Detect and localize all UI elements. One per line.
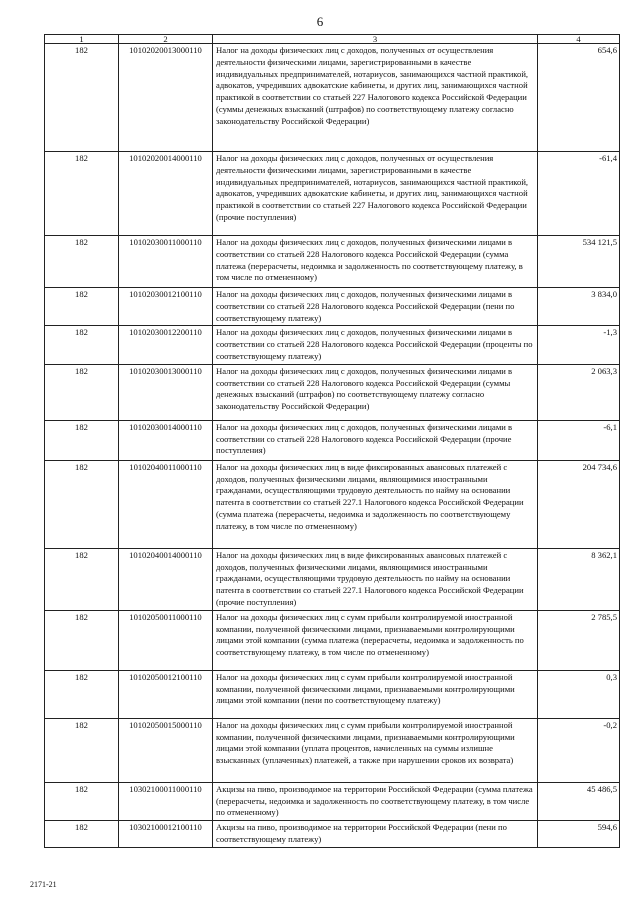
amount-cell: 2 785,5	[538, 610, 620, 670]
revenue-name-cell: Налог на доходы физических лиц с доходов, полученных физическими лицами в соответствии со статьей 228 Налогового кодекса Российской Федерации (проценты по соответствующему платежу)	[213, 326, 538, 364]
admin-code-cell: 182	[45, 364, 119, 420]
budget-code-cell: 10102020014000110	[119, 152, 213, 236]
amount-cell: -6,1	[538, 420, 620, 460]
admin-code-cell: 182	[45, 548, 119, 610]
revenue-name-cell: Налог на доходы физических лиц в виде фиксированных авансовых платежей с доходов, полученных физическими лицами, являющимися иностранными гражданами, осуществляющими трудовую деятельность по найму на основании патента в соответствии со статьей 227.1 Налогового кодекса Российской Федерации (прочие поступления)	[213, 548, 538, 610]
table-row	[45, 152, 620, 236]
amount-cell: 2 063,3	[538, 364, 620, 420]
budget-code-cell: 10102030012200110	[119, 326, 213, 364]
revenue-name-cell: Налог на доходы физических лиц с доходов, полученных физическими лицами в соответствии со статьей 228 Налогового кодекса Российской Федерации (пени по соответствующему платежу)	[213, 288, 538, 326]
admin-code-cell: 182	[45, 326, 119, 364]
table-row	[45, 610, 620, 670]
admin-code-cell: 182	[45, 460, 119, 548]
table-row	[45, 821, 620, 848]
admin-code-cell: 182	[45, 782, 119, 820]
budget-code-cell: 10302100012100110	[119, 821, 213, 848]
admin-code-cell: 182	[45, 821, 119, 848]
budget-code-cell: 10302100011000110	[119, 782, 213, 820]
admin-code-cell: 182	[45, 152, 119, 236]
column-header: 1	[45, 35, 119, 44]
budget-code-cell: 10102030012100110	[119, 288, 213, 326]
revenue-name-cell: Налог на доходы физических лиц с сумм прибыли контролируемой иностранной компании, полученной физическими лицами, признаваемыми контролирующими лицами этой компании (уплата процентов, начисленных на суммы излишне взысканных (уплаченных) платежей, а также при нарушении сроков их возврата)	[213, 718, 538, 782]
revenue-name-cell: Налог на доходы физических лиц с доходов, полученных физическими лицами в соответствии со статьей 228 Налогового кодекса Российской Федерации (прочие поступления)	[213, 420, 538, 460]
amount-cell: 0,3	[538, 670, 620, 718]
revenue-name-cell: Налог на доходы физических лиц в виде фиксированных авансовых платежей с доходов, полученных физическими лицами, являющимися иностранными гражданами, осуществляющими трудовую деятельность по найму на основании патента в соответствии со статьей 227.1 Налогового кодекса Российской Федерации (сумма платежа (перерасчеты, недоимка и задолженность по соответствующему платежу, в том числе по отмененному)	[213, 460, 538, 548]
admin-code-cell: 182	[45, 236, 119, 288]
table-row	[45, 236, 620, 288]
amount-cell: 3 834,0	[538, 288, 620, 326]
budget-code-cell: 10102040011000110	[119, 460, 213, 548]
table-header-row	[45, 35, 620, 44]
amount-cell: 654,6	[538, 44, 620, 152]
table-row	[45, 548, 620, 610]
table-row	[45, 326, 620, 364]
amount-cell: -1,3	[538, 326, 620, 364]
revenue-name-cell: Налог на доходы физических лиц с сумм прибыли контролируемой иностранной компании, полученной физическими лицами, признаваемыми контролирующими лицами этой компании (пени по соответствующему платежу)	[213, 670, 538, 718]
table-row	[45, 288, 620, 326]
table-row	[45, 364, 620, 420]
budget-code-cell: 10102040014000110	[119, 548, 213, 610]
budget-code-cell: 10102050015000110	[119, 718, 213, 782]
table-row	[45, 44, 620, 152]
budget-code-cell: 10102050011000110	[119, 610, 213, 670]
admin-code-cell: 182	[45, 718, 119, 782]
amount-cell: 534 121,5	[538, 236, 620, 288]
column-header: 4	[538, 35, 620, 44]
table-row	[45, 420, 620, 460]
table-row	[45, 782, 620, 820]
table-row	[45, 670, 620, 718]
amount-cell: -0,2	[538, 718, 620, 782]
amount-cell: -61,4	[538, 152, 620, 236]
budget-code-cell: 10102030011000110	[119, 236, 213, 288]
budget-code-cell: 10102030014000110	[119, 420, 213, 460]
column-header: 2	[119, 35, 213, 44]
document-code: 2171-21	[30, 880, 57, 889]
budget-code-cell: 10102050012100110	[119, 670, 213, 718]
amount-cell: 8 362,1	[538, 548, 620, 610]
admin-code-cell: 182	[45, 288, 119, 326]
admin-code-cell: 182	[45, 670, 119, 718]
admin-code-cell: 182	[45, 44, 119, 152]
admin-code-cell: 182	[45, 610, 119, 670]
revenue-name-cell: Налог на доходы физических лиц с доходов, полученных физическими лицами в соответствии со статьей 228 Налогового кодекса Российской Федерации (сумма платежа (перерасчеты, недоимка и задолженность по соответствующему платежу, в том числе по отмененному)	[213, 236, 538, 288]
budget-code-cell: 10102030013000110	[119, 364, 213, 420]
table-row	[45, 460, 620, 548]
budget-code-cell: 10102020013000110	[119, 44, 213, 152]
revenue-name-cell: Налог на доходы физических лиц с сумм прибыли контролируемой иностранной компании, полученной физическими лицами, признаваемыми контролирующими лицами этой компании (сумма платежа (перерасчеты, недоимка и задолженность по соответствующему платежу, в том числе по отмененному)	[213, 610, 538, 670]
column-header: 3	[213, 35, 538, 44]
revenue-table	[44, 34, 620, 848]
amount-cell: 204 734,6	[538, 460, 620, 548]
revenue-name-cell: Налог на доходы физических лиц с доходов, полученных от осуществления деятельности физическими лицами, зарегистрированными в качестве индивидуальных предпринимателей, нотариусов, занимающихся частной практикой, адвокатов, учредивших адвокатские кабинеты, и других лиц, занимающихся частной практикой в соответствии со статьей 227 Налогового кодекса Российской Федерации (прочие поступления)	[213, 152, 538, 236]
table-row	[45, 718, 620, 782]
admin-code-cell: 182	[45, 420, 119, 460]
amount-cell: 594,6	[538, 821, 620, 848]
revenue-name-cell: Налог на доходы физических лиц с доходов, полученных от осуществления деятельности физическими лицами, зарегистрированными в качестве индивидуальных предпринимателей, нотариусов, занимающихся частной практикой, адвокатов, учредивших адвокатские кабинеты, и других лиц, занимающихся частной практикой в соответствии со статьей 227 Налогового кодекса Российской Федерации (суммы денежных взысканий (штрафов) по соответствующему платежу согласно законодательству Российской Федерации)	[213, 44, 538, 152]
revenue-name-cell: Акцизы на пиво, производимое на территории Российской Федерации (пени по соответствующему платежу)	[213, 821, 538, 848]
revenue-name-cell: Налог на доходы физических лиц с доходов, полученных физическими лицами в соответствии со статьей 228 Налогового кодекса Российской Федерации (суммы денежных взысканий (штрафов) по соответствующему платежу согласно законодательству Российской Федерации)	[213, 364, 538, 420]
revenue-name-cell: Акцизы на пиво, производимое на территории Российской Федерации (сумма платежа (перерасчеты, недоимка и задолженность по соответствующему платежу, в том числе по отмененному)	[213, 782, 538, 820]
page-number: 6	[316, 14, 324, 29]
amount-cell: 45 486,5	[538, 782, 620, 820]
